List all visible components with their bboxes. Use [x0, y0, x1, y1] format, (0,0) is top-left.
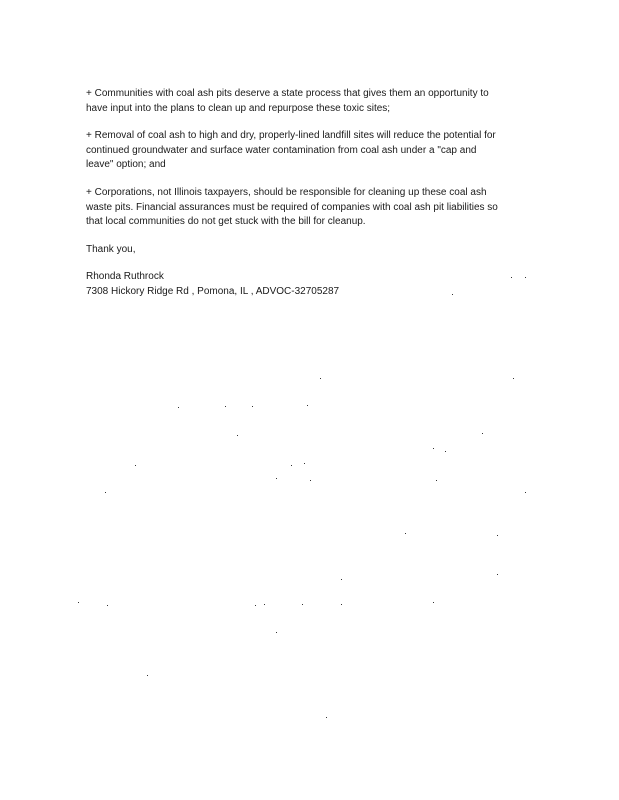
- scan-speck: [433, 602, 434, 603]
- scan-speck: [452, 294, 453, 295]
- text-line: leave" option; and: [86, 159, 166, 171]
- scan-speck: [482, 433, 483, 434]
- bullet-point-removal: [86, 129, 526, 173]
- letter-body: [86, 87, 526, 300]
- scan-speck: [320, 378, 321, 379]
- scan-speck: [511, 277, 512, 278]
- text-line: have input into the plans to clean up and repurpose these toxic sites;: [86, 102, 391, 114]
- scan-speck: [405, 533, 406, 534]
- scan-speck: [276, 632, 277, 633]
- scan-speck: [105, 492, 106, 493]
- scan-speck: [513, 378, 514, 379]
- closing-line: Thank you,: [86, 243, 136, 255]
- scan-speck: [78, 602, 79, 603]
- scan-speck: [341, 579, 342, 580]
- scan-speck: [255, 605, 256, 606]
- scan-speck: [310, 480, 311, 481]
- signer-address: 7308 Hickory Ridge Rd , Pomona, IL , ADVOC-32705287: [86, 285, 340, 297]
- scan-speck: [237, 435, 238, 436]
- scan-speck: [304, 463, 305, 464]
- text-line: that local communities do not get stuck with the bill for cleanup.: [86, 216, 366, 228]
- bullet-point-communities: [86, 87, 526, 116]
- scan-speck: [135, 465, 136, 466]
- text-line: + Corporations, not Illinois taxpayers, should be responsible for cleaning up these coal ash: [86, 186, 487, 198]
- scan-speck: [525, 277, 526, 278]
- text-line: + Communities with coal ash pits deserve a state process that gives them an opportunity to: [86, 88, 489, 99]
- scan-speck: [291, 465, 292, 466]
- bullet-point-corporations: [86, 186, 526, 230]
- scan-speck: [307, 405, 308, 406]
- scan-speck: [497, 574, 498, 575]
- scan-speck: [436, 480, 437, 481]
- scan-speck: [497, 535, 498, 536]
- scan-speck: [445, 451, 446, 452]
- scan-speck: [178, 407, 179, 408]
- scan-speck: [264, 604, 265, 605]
- text-line: + Removal of coal ash to high and dry, properly-lined landfill sites will reduce the potential for: [86, 130, 496, 142]
- scan-speck: [147, 675, 148, 676]
- scan-speck: [225, 406, 226, 407]
- text-line: waste pits. Financial assurances must be required of companies with coal ash pit liabilities so: [86, 201, 498, 213]
- signer-name: Rhonda Ruthrock: [86, 271, 164, 283]
- scan-speck: [433, 448, 434, 449]
- scan-speck: [252, 406, 253, 407]
- scan-speck: [276, 478, 277, 479]
- scan-speck: [341, 604, 342, 605]
- scan-speck: [525, 492, 526, 493]
- scan-speck: [107, 605, 108, 606]
- scan-speck: [326, 717, 327, 718]
- text-line: continued groundwater and surface water contamination from coal ash under a "cap and: [86, 144, 477, 156]
- signature-block: [86, 270, 526, 299]
- scan-speck: [302, 604, 303, 605]
